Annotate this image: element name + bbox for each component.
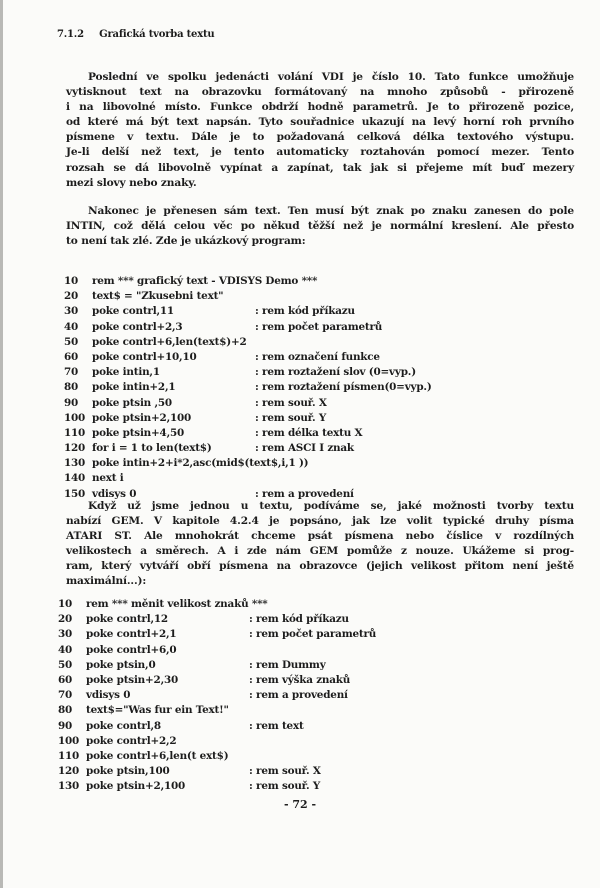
code-statement: poke intin+2+i*2,asc(mid$(text$,i,1 )) bbox=[92, 457, 309, 470]
text-line: INTIN, což dělá celou věc po někud těžší než je normální kreslení. Ale přesto bbox=[66, 220, 574, 233]
line-number: 90 bbox=[64, 396, 79, 409]
line-number: 50 bbox=[64, 335, 79, 348]
line-number: 80 bbox=[64, 381, 79, 394]
code-comment: : rem a provedení bbox=[255, 487, 354, 500]
code-statement: poke contrl+6,len(text$)+2 bbox=[92, 335, 247, 348]
code-comment: : rem počet parametrů bbox=[255, 320, 383, 333]
line-number: 30 bbox=[58, 628, 73, 641]
line-number: 20 bbox=[64, 290, 79, 303]
code-comment: : rem roztažení písmen(0=vyp.) bbox=[255, 381, 432, 394]
code-statement: vdisys 0 bbox=[92, 487, 137, 500]
code-statement: poke contrl+6,len(t ext$) bbox=[86, 749, 229, 762]
code-comment: : rem počet parametrů bbox=[249, 628, 377, 641]
code-comment: : rem souř. X bbox=[249, 765, 321, 778]
code-comment: : rem kód příkazu bbox=[255, 305, 355, 318]
code-comment: : rem Dummy bbox=[249, 658, 326, 671]
code-statement: rem *** měnit velikost znaků *** bbox=[86, 598, 268, 610]
line-number: 60 bbox=[58, 673, 73, 686]
line-number: 140 bbox=[64, 472, 86, 485]
code-statement: poke ptsin,100 bbox=[86, 765, 170, 778]
line-number: 40 bbox=[58, 643, 73, 656]
code-statement: poke ptsin+2,30 bbox=[86, 673, 179, 686]
code-statement: poke ptsin+2,100 bbox=[86, 780, 186, 793]
code-statement: poke ptsin,0 bbox=[86, 658, 156, 671]
paragraph-intro bbox=[66, 70, 574, 191]
code-comment: : rem výška znaků bbox=[249, 673, 351, 686]
section-number: 7.1.2 bbox=[57, 29, 84, 40]
line-number: 90 bbox=[58, 719, 73, 732]
code-statement: text$="Was fur ein Text!" bbox=[86, 704, 229, 717]
code-statement: poke ptsin+4,50 bbox=[92, 426, 185, 439]
line-number: 70 bbox=[58, 689, 73, 702]
text-line: nabízí GEM. V kapitole 4.2.4 je popsáno, jak lze volit typické druhy písma bbox=[66, 515, 574, 528]
line-number: 50 bbox=[58, 658, 73, 671]
text-line: Poslední ve spolku jedenácti volání VDI je číslo 10. Tato funkce umožňuje bbox=[88, 71, 574, 83]
line-number: 130 bbox=[58, 780, 80, 793]
text-line: Nakonec je přenesen sám text. Ten musí být znak po znaku zanesen do pole bbox=[88, 205, 574, 217]
page-number: - 72 - bbox=[283, 798, 317, 811]
paragraph-gem bbox=[66, 499, 574, 590]
text-line: i na libovolné místo. Funkce obdrží hodně parametrů. Je to přirozeně pozice, bbox=[66, 101, 574, 114]
line-number: 110 bbox=[64, 426, 86, 439]
code-statement: for i = 1 to len(text$) bbox=[92, 442, 212, 455]
code-comment: : rem souř. X bbox=[255, 396, 327, 409]
line-number: 80 bbox=[58, 704, 73, 717]
code-statement: vdisys 0 bbox=[86, 689, 131, 702]
code-comment: : rem a provedení bbox=[249, 689, 348, 702]
code-statement: rem *** grafický text - VDISYS Demo *** bbox=[92, 275, 318, 287]
code-comment: : rem text bbox=[249, 719, 304, 732]
line-number: 110 bbox=[58, 749, 80, 762]
section-title: Grafická tvorba textu bbox=[99, 29, 215, 40]
code-statement: poke ptsin+2,100 bbox=[92, 411, 192, 424]
line-number: 30 bbox=[64, 305, 79, 318]
code-statement: poke contrl+2,3 bbox=[92, 320, 183, 333]
line-number: 100 bbox=[58, 734, 80, 747]
line-number: 40 bbox=[64, 320, 79, 333]
text-line: Když už jsme jednou u textu, podíváme se, jaké možnosti tvorby textu bbox=[88, 500, 574, 512]
code-statement: text$ = "Zkusebni text" bbox=[92, 290, 224, 303]
code-statement: poke contrl+10,10 bbox=[92, 350, 197, 363]
code-comment: : rem souř. Y bbox=[249, 780, 321, 793]
code-comment: : rem roztažení slov (0=vyp.) bbox=[255, 366, 416, 379]
text-line: písmene v textu. Dále je to požadovaná celková délka textového výstupu. bbox=[66, 131, 574, 144]
code-statement: poke ptsin ,50 bbox=[92, 396, 172, 409]
code-comment: : rem ASCI I znak bbox=[255, 442, 354, 455]
code-statement: poke contrl+6,0 bbox=[86, 643, 177, 656]
code-comment: : rem kód příkazu bbox=[249, 613, 349, 626]
code-statement: poke contrl+2,2 bbox=[86, 734, 177, 747]
line-number: 150 bbox=[64, 487, 86, 500]
code-statement: poke contrl,8 bbox=[86, 719, 161, 732]
text-line: ATARI ST. Ale mnohokrát chceme psát písmena nebo číslice v rozdílných bbox=[66, 530, 574, 543]
line-number: 10 bbox=[64, 275, 79, 287]
code-statement: poke contrl,12 bbox=[86, 613, 168, 626]
text-line: vytisknout text na obrazovku formátovaný na mnoho způsobů - přirozeně bbox=[66, 86, 574, 99]
line-number: 60 bbox=[64, 350, 79, 363]
line-number: 130 bbox=[64, 457, 86, 470]
line-number: 120 bbox=[58, 765, 80, 778]
text-line: to není tak zlé. Zde je ukázkový program: bbox=[66, 235, 306, 248]
text-line: velikostech a směrech. A i zde nám GEM pomůže z nouze. Ukážeme si prog- bbox=[66, 545, 574, 558]
page-edge-shadow bbox=[0, 0, 3, 888]
code-statement: poke contrl+2,1 bbox=[86, 628, 177, 641]
text-line: od které má být text napsán. Tyto souřadnice ukazují na levý horní roh prvního bbox=[66, 116, 574, 129]
code-statement: poke intin,1 bbox=[92, 366, 160, 379]
code-statement: poke contrl,11 bbox=[92, 305, 174, 318]
section-heading bbox=[57, 29, 214, 40]
code-comment: : rem označení funkce bbox=[255, 350, 380, 363]
text-line: maximální...): bbox=[66, 575, 147, 588]
text-line: ram, který vytváří obří písmena na obrazovce (jejich velikost přitom není ještě bbox=[66, 560, 574, 573]
text-line: rozsah se dá libovolně vypínat a zapínat, tak jak si přejeme mít buď mezery bbox=[66, 161, 574, 174]
line-number: 70 bbox=[64, 366, 79, 379]
paragraph-intin bbox=[66, 204, 574, 249]
code-comment: : rem souř. Y bbox=[255, 411, 327, 424]
code-statement: next i bbox=[92, 472, 124, 485]
line-number: 10 bbox=[58, 598, 73, 610]
line-number: 120 bbox=[64, 442, 86, 455]
text-line: Je-li delší než text, je tento automaticky roztahován pomocí mezer. Tento bbox=[66, 146, 574, 159]
code-statement: poke intin+2,1 bbox=[92, 381, 176, 394]
line-number: 20 bbox=[58, 613, 73, 626]
code-comment: : rem délka textu X bbox=[255, 426, 363, 439]
text-line: mezi slovy nebo znaky. bbox=[66, 176, 197, 189]
line-number: 100 bbox=[64, 411, 86, 424]
